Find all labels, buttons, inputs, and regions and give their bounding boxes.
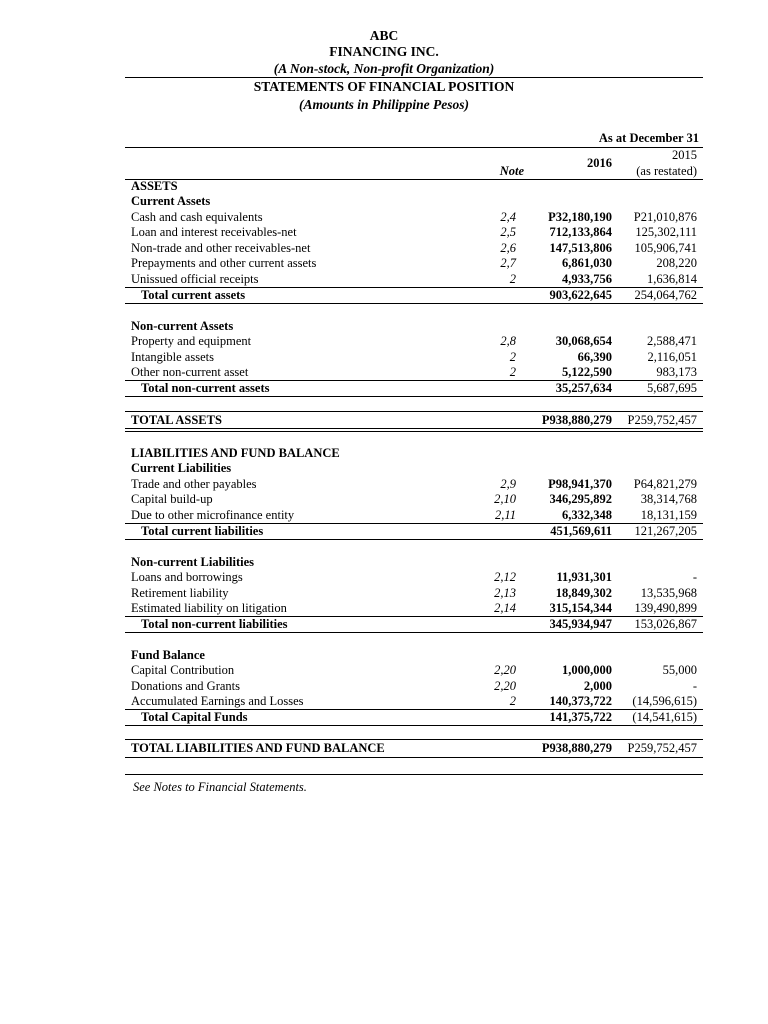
as-at-header: As at December 31 (598, 131, 699, 145)
row-note: 2 (509, 365, 516, 379)
row-note: 2,8 (500, 334, 516, 348)
row-label: Other non-current asset (131, 365, 249, 379)
row-value-2015: 125,302,111 (635, 225, 697, 239)
subtotal-rule (125, 725, 703, 726)
row-value-2016: 2,000 (583, 679, 612, 693)
row-value-2015: 208,220 (656, 256, 697, 270)
row-label: TOTAL ASSETS (131, 413, 222, 427)
row-value-2015: 5,687,695 (647, 381, 697, 395)
footer-rule (125, 774, 703, 775)
section-liabilities-fund: LIABILITIES AND FUND BALANCE (131, 446, 340, 460)
row-label: Total current assets (141, 288, 246, 302)
total-rule-bottom (125, 428, 703, 429)
row-label: Unissued official receipts (131, 272, 259, 286)
row-label: Non-trade and other receivables-net (131, 241, 311, 255)
company-name-line2: FINANCING INC. (329, 44, 439, 59)
row-value-2016: 66,390 (577, 350, 612, 364)
row-value-2015: 38,314,768 (640, 492, 697, 506)
row-note: 2,20 (494, 663, 516, 677)
row-value-2015: 139,490,899 (634, 601, 697, 615)
row-value-2016: 1,000,000 (562, 663, 612, 677)
row-label: Accumulated Earnings and Losses (131, 694, 304, 708)
row-value-2015: 254,064,762 (634, 288, 697, 302)
section-noncurrent-liabilities: Non-current Liabilities (131, 555, 255, 569)
row-note: 2 (509, 350, 516, 364)
row-label: Cash and cash equivalents (131, 210, 263, 224)
row-value-2016: 5,122,590 (562, 365, 612, 379)
row-value-2016: 35,257,634 (555, 381, 612, 395)
row-note: 2,14 (494, 601, 516, 615)
total-rule-double (125, 431, 703, 432)
organization-subtitle: (A Non-stock, Non-profit Organization) (273, 61, 495, 76)
row-label: Loan and interest receivables-net (131, 225, 297, 239)
row-label: Retirement liability (131, 586, 229, 600)
row-value-2015: P21,010,876 (633, 210, 697, 224)
row-value-2016: 11,931,301 (556, 570, 612, 584)
row-note: 2,9 (500, 477, 516, 491)
row-value-2015: 55,000 (662, 663, 697, 677)
row-label: TOTAL LIABILITIES AND FUND BALANCE (131, 741, 385, 755)
row-note: 2 (509, 272, 516, 286)
row-value-2016: 346,295,892 (549, 492, 612, 506)
row-label: Due to other microfinance entity (131, 508, 295, 522)
subtotal-rule (125, 303, 703, 304)
row-label: Total non-current liabilities (141, 617, 288, 631)
row-label: Prepayments and other current assets (131, 256, 317, 270)
row-note: 2 (509, 694, 516, 708)
row-value-2016: 345,934,947 (549, 617, 612, 631)
row-value-2015: 2,588,471 (647, 334, 697, 348)
row-label: Total non-current assets (141, 381, 270, 395)
subtotal-rule (125, 539, 703, 540)
row-value-2015: 13,535,968 (640, 586, 697, 600)
row-label: Property and equipment (131, 334, 252, 348)
row-value-2015: P259,752,457 (627, 413, 697, 427)
row-value-2015: - (692, 679, 697, 693)
row-value-2016: 903,622,645 (549, 288, 612, 302)
row-value-2016: 147,513,806 (549, 241, 612, 255)
row-label: Capital build-up (131, 492, 213, 506)
section-current-assets: Current Assets (131, 194, 211, 208)
row-value-2015: 18,131,159 (640, 508, 697, 522)
row-value-2015: (14,596,615) (632, 694, 697, 708)
row-note: 2,4 (500, 210, 516, 224)
currency-note: (Amounts in Philippine Pesos) (299, 97, 469, 112)
row-note: 2,11 (495, 508, 516, 522)
note-header: Note (499, 164, 524, 178)
row-label: Intangible assets (131, 350, 214, 364)
subtotal-rule (125, 396, 703, 397)
row-value-2015: 153,026,867 (634, 617, 697, 631)
column-header-rule-bottom (125, 179, 703, 180)
row-note: 2,12 (494, 570, 516, 584)
total-rule-bottom (125, 757, 703, 758)
row-value-2016: 451,569,611 (550, 524, 612, 538)
subtotal-rule (125, 632, 703, 633)
row-value-2016: P938,880,279 (541, 413, 612, 427)
statement-title: STATEMENTS OF FINANCIAL POSITION (253, 79, 515, 94)
prior-year-restated-note: (as restated) (636, 164, 697, 178)
row-value-2016: 6,332,348 (562, 508, 612, 522)
section-fund-balance: Fund Balance (131, 648, 205, 662)
row-value-2016: P32,180,190 (548, 210, 612, 224)
company-name-line1: ABC (369, 28, 399, 43)
row-label: Trade and other payables (131, 477, 257, 491)
row-value-2016: P938,880,279 (541, 741, 612, 755)
row-value-2016: P98,941,370 (548, 477, 612, 491)
row-value-2015: P64,821,279 (633, 477, 697, 491)
row-label: Total current liabilities (141, 524, 264, 538)
row-note: 2,5 (500, 225, 516, 239)
row-value-2015: 1,636,814 (647, 272, 697, 286)
prior-year-header: 2015 (672, 148, 697, 162)
section-assets: ASSETS (131, 179, 178, 193)
row-note: 2,10 (494, 492, 516, 506)
row-value-2015: 105,906,741 (634, 241, 697, 255)
section-current-liabilities: Current Liabilities (131, 461, 232, 475)
row-label: Capital Contribution (131, 663, 235, 677)
row-label: Donations and Grants (131, 679, 241, 693)
row-value-2016: 18,849,302 (555, 586, 612, 600)
row-value-2015: 983,173 (656, 365, 697, 379)
row-value-2016: 141,375,722 (549, 710, 612, 724)
row-note: 2,13 (494, 586, 516, 600)
row-value-2016: 140,373,722 (549, 694, 612, 708)
row-value-2015: 121,267,205 (634, 524, 697, 538)
row-value-2015: (14,541,615) (632, 710, 697, 724)
row-note: 2,6 (500, 241, 516, 255)
row-value-2016: 6,861,030 (562, 256, 612, 270)
row-label: Total Capital Funds (141, 710, 248, 724)
current-year-header: 2016 (587, 156, 612, 170)
row-value-2015: - (692, 570, 697, 584)
row-value-2016: 315,154,344 (549, 601, 612, 615)
row-label: Estimated liability on litigation (131, 601, 287, 615)
row-value-2016: 30,068,654 (555, 334, 612, 348)
total-rule-top (125, 411, 703, 412)
row-value-2015: P259,752,457 (627, 741, 697, 755)
section-noncurrent-assets: Non-current Assets (131, 319, 234, 333)
see-notes-footnote: See Notes to Financial Statements. (133, 780, 307, 794)
row-label: Loans and borrowings (131, 570, 243, 584)
row-value-2016: 712,133,864 (549, 225, 612, 239)
row-note: 2,20 (494, 679, 516, 693)
total-rule-top (125, 739, 703, 740)
row-value-2015: 2,116,051 (647, 350, 697, 364)
row-value-2016: 4,933,756 (562, 272, 612, 286)
row-note: 2,7 (500, 256, 516, 270)
